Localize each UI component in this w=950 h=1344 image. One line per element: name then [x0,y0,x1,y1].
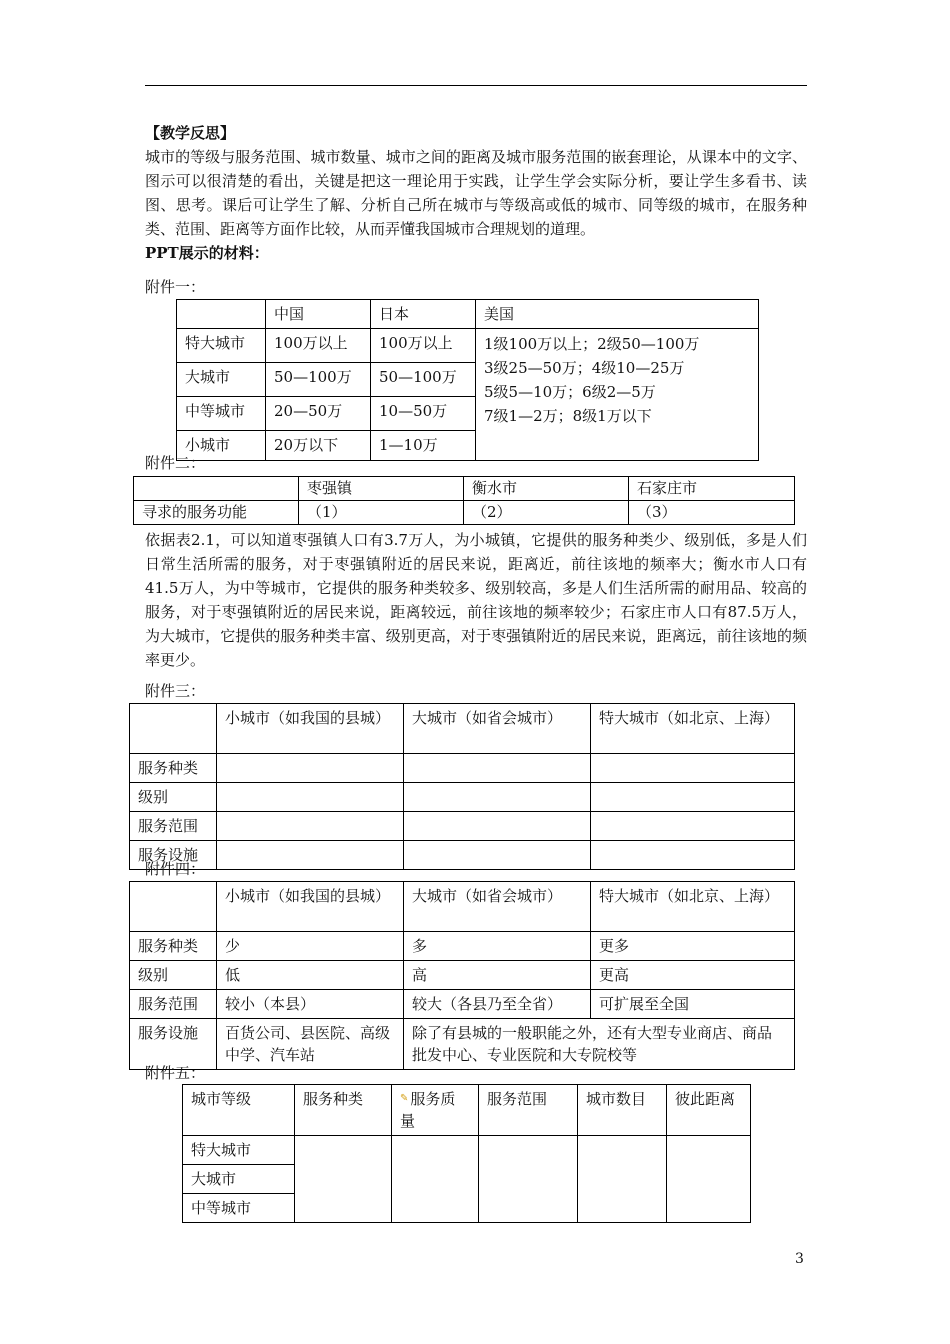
att1-table [176,299,759,461]
att1-header: 日本 [371,300,476,329]
text-marker-icon: ✎ [400,1093,409,1104]
att4-cell: 级别 [130,961,217,990]
att1-label: 附件一： [145,278,206,296]
att3-table [129,703,795,870]
att3-header: 小城市（如我国的县城） [217,704,404,754]
att1-cell: 大城市 [177,363,266,397]
att5-header: 城市数目 [578,1085,667,1136]
att4-cell: 可扩展至全国 [591,990,795,1019]
att2-header: 枣强镇 [299,477,464,501]
att2-label: 附件二： [145,454,206,472]
att3-header-blank [130,704,217,754]
att1-cell: 中等城市 [177,397,266,431]
att1-us-line: 5级5—10万；6级2—5万 [484,383,656,401]
att2-cell: （2） [464,501,629,525]
att4-header: 小城市（如我国的县城） [217,882,404,932]
att2-header: 石家庄市 [629,477,795,501]
reflection-paragraph: 城市的等级与服务范围、城市数量、城市之间的距离及城市服务范围的嵌套理论，从课本中的文字、图示可以很清楚的看出，关键是把这一理论用于实践，让学生学会实际分析，要让学生多看书、读图、思考。课后可让学生了解、分析自己所在城市与等级高或低的城市、同等级的城市，在服务种类、范围、距离等方面作比较，从而弄懂我国城市合理规划的道理。 [145,148,807,238]
att3-row-label: 服务设施 [130,841,217,870]
att4-cell: 较大（各县乃至全省） [404,990,591,1019]
att4-cell: 服务种类 [130,932,217,961]
att5-row-label: 中等城市 [183,1194,295,1223]
att5-header: 城市等级 [183,1085,295,1136]
att2-header-blank [134,477,299,501]
att4-cell: 高 [404,961,591,990]
att4-cell: 少 [217,932,404,961]
att5-header: 服务范围 [479,1085,578,1136]
att1-cell: 50—100万 [266,363,371,397]
att4-header: 大城市（如省会城市） [404,882,591,932]
att2-cell: 寻求的服务功能 [134,501,299,525]
att5-header [392,1085,479,1136]
att4-label: 附件四： [145,860,206,878]
att5-table [182,1084,751,1223]
att3-row-label: 服务种类 [130,754,217,783]
header-rule [145,85,807,86]
att1-cell: 20—50万 [266,397,371,431]
att2-header: 衡水市 [464,477,629,501]
att3-header: 大城市（如省会城市） [404,704,591,754]
att5-header: 彼此距离 [667,1085,751,1136]
page-number: 3 [795,1251,804,1267]
att5-row-label: 大城市 [183,1165,295,1194]
att3-row-label: 服务范围 [130,812,217,841]
att4-table [129,881,795,1070]
att1-cell: 20万以下 [266,431,371,461]
att1-cell: 100万以上 [371,329,476,363]
att1-cell: 小城市 [177,431,266,461]
att4-cell: 服务设施 [130,1019,217,1070]
att1-us-line: 3级25—50万；4级10—25万 [484,359,685,377]
att1-us-line: 7级1—2万；8级1万以下 [484,407,652,425]
att2-cell: （3） [629,501,795,525]
att4-cell: 服务范围 [130,990,217,1019]
att5-header-quality: 服务质量 [400,1090,456,1130]
att2-table [133,476,795,525]
att4-header: 特大城市（如北京、上海） [591,882,795,932]
att5-label: 附件五： [145,1064,206,1082]
explanation-paragraph: 依据表2.1，可以知道枣强镇人口有3.7万人，为小城镇，它提供的服务种类少、级别低，多是人们日常生活所需的服务，对于枣强镇附近的居民来说，距离近，前往该地的频率大；衡水市人口有41.5万人，为中等城市，它提供的服务种类较多、级别较高，多是人们生活所需的耐用品、较高的服务，对于枣强镇附近的居民来说，距离较远，前往该地的频率较少；石家庄市人口有87.5万人，为大城市，它提供的服务种类丰富、级别更高，对于枣强镇附近的居民来说，距离远，前往该地的频率更少。 [145,531,807,669]
att1-cell: 特大城市 [177,329,266,363]
att3-header: 特大城市（如北京、上海） [591,704,795,754]
att1-cell: 10—50万 [371,397,476,431]
att1-cell: 50—100万 [371,363,476,397]
section-heading: 【教学反思】 [145,124,236,142]
att4-cell: 更高 [591,961,795,990]
att4-header-blank [130,882,217,932]
att5-row-label: 特大城市 [183,1136,295,1165]
att1-us-cell [476,329,759,461]
att4-cell: 低 [217,961,404,990]
att4-cell: 多 [404,932,591,961]
att1-cell: 1—10万 [371,431,476,461]
att4-cell-wide: 除了有县城的一般职能之外，还有大型专业商店、商品批发中心、专业医院和大专院校等 [404,1019,795,1070]
att4-cell: 百货公司、县医院、高级中学、汽车站 [217,1019,404,1070]
att1-us-line: 1级100万以上；2级50—100万 [484,335,700,353]
att5-header: 服务种类 [295,1085,392,1136]
att1-header-blank [177,300,266,329]
ppt-title: PPT展示的材料： [145,244,269,262]
att1-header: 美国 [476,300,759,329]
att4-cell: 较小（本县） [217,990,404,1019]
att2-cell: （1） [299,501,464,525]
att3-label: 附件三： [145,682,206,700]
att3-row-label: 级别 [130,783,217,812]
att1-cell: 100万以上 [266,329,371,363]
att1-header: 中国 [266,300,371,329]
att4-cell: 更多 [591,932,795,961]
reflection-section [145,121,807,265]
